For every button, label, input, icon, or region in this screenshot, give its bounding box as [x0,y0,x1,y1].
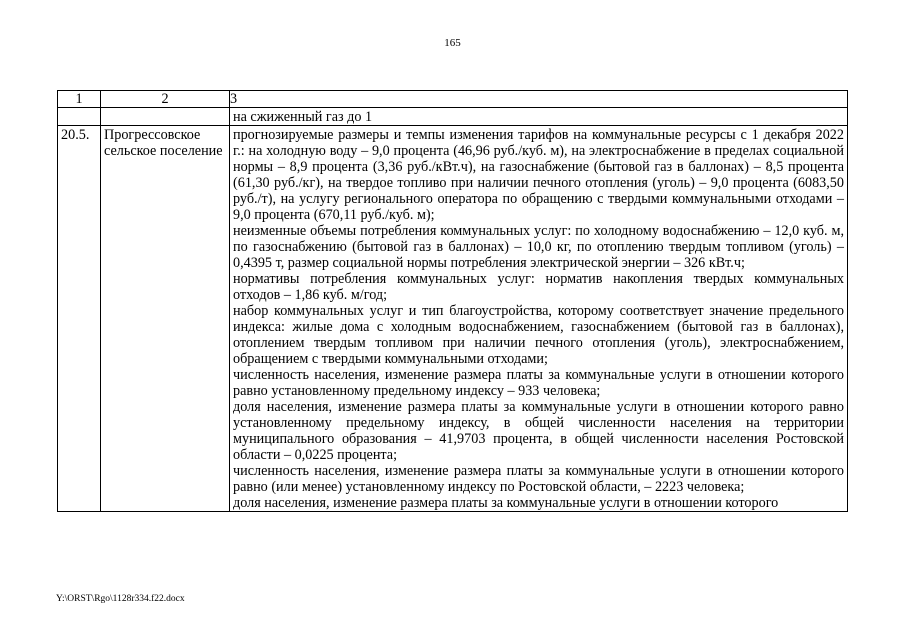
continuation-cell-1 [58,108,101,126]
paragraph-services-set: набор коммунальных услуг и тип благоустройства, которому соответствует значение предельного индекса: жилые дома с холодным водоснабжением, газоснабжением (бытовой газ в баллонах), отоплением твердым топливом при наличии печного отопления (уголь), электроснабжением, обращением с твердыми коммунальными отходами; [233,303,844,367]
paragraph-population-share-regional: доля населения, изменение размера платы за коммунальные услуги в отношении которого [233,495,779,511]
continuation-cell-2 [101,108,230,126]
paragraph-tariffs: прогнозируемые размеры и темпы изменения тарифов на коммунальные ресурсы с 1 декабря 2022 г.: на холодную воду – 9,0 процента (46,96 руб./куб. м), на электроснабжение в пределах социальной нормы – 8,9 процента (3,36 руб./кВт.ч), на газоснабжение (бытовой газ в баллонах) – 8,5 процента (61,30 руб./кг), на твердое топливо при наличии печного отопления (уголь) – 9,0 процента (6083,50 руб./т), на услугу регионального оператора по обращению с твердыми коммунальными отходами – 9,0 процента (670,11 руб./куб. м); [233,127,844,223]
paragraph-population-count-regional: численность населения, изменение размера платы за коммунальные услуги в отношении которого равно (или менее) установленному индексу по Ростовской области, – 2223 человека; [233,463,844,495]
settlement-name [101,126,230,512]
table-header-row [58,91,848,108]
paragraph-consumption-volumes: неизменные объемы потребления коммунальных услуг: по холодному водоснабжению – 12,0 куб. м, по газоснабжению (бытовой газ в баллонах) – 10,0 кг, по отоплению твердым топливом (уголь) – 0,4395 т, размер социальной нормы потребления электрической энергии – 326 кВт.ч; [233,223,844,271]
column-header-1: 1 [58,91,101,108]
continuation-text: на сжиженный газ до 1 [230,108,848,126]
footer-file-path: Y:\ORST\Rgo\1128r334.f22.docx [56,594,185,604]
paragraph-population-share: доля населения, изменение размера платы за коммунальные услуги в отношении которого равно установленному предельному индексу, в общей численности населения на территории муниципального образования – 41,9703 процента, в общей численности населения Ростовской области – 0,0225 процента; [233,399,844,463]
page-number: 165 [444,37,461,49]
settlement-name-line-2: сельское поселение [104,143,223,159]
settlement-name-line-1: Прогрессовское [104,127,201,143]
document-table [57,90,848,512]
row-number: 20.5. [58,126,101,512]
row-content [230,126,848,512]
paragraph-norms: нормативы потребления коммунальных услуг: норматив накопления твердых коммунальных отходов – 1,86 куб. м/год; [233,271,844,303]
column-header-3: 3 [230,91,848,108]
column-header-2: 2 [101,91,230,108]
continuation-row [58,108,848,126]
table-row [58,126,848,512]
paragraph-population-count: численность населения, изменение размера платы за коммунальные услуги в отношении которого равно установленному предельному индексу – 933 человека; [233,367,844,399]
